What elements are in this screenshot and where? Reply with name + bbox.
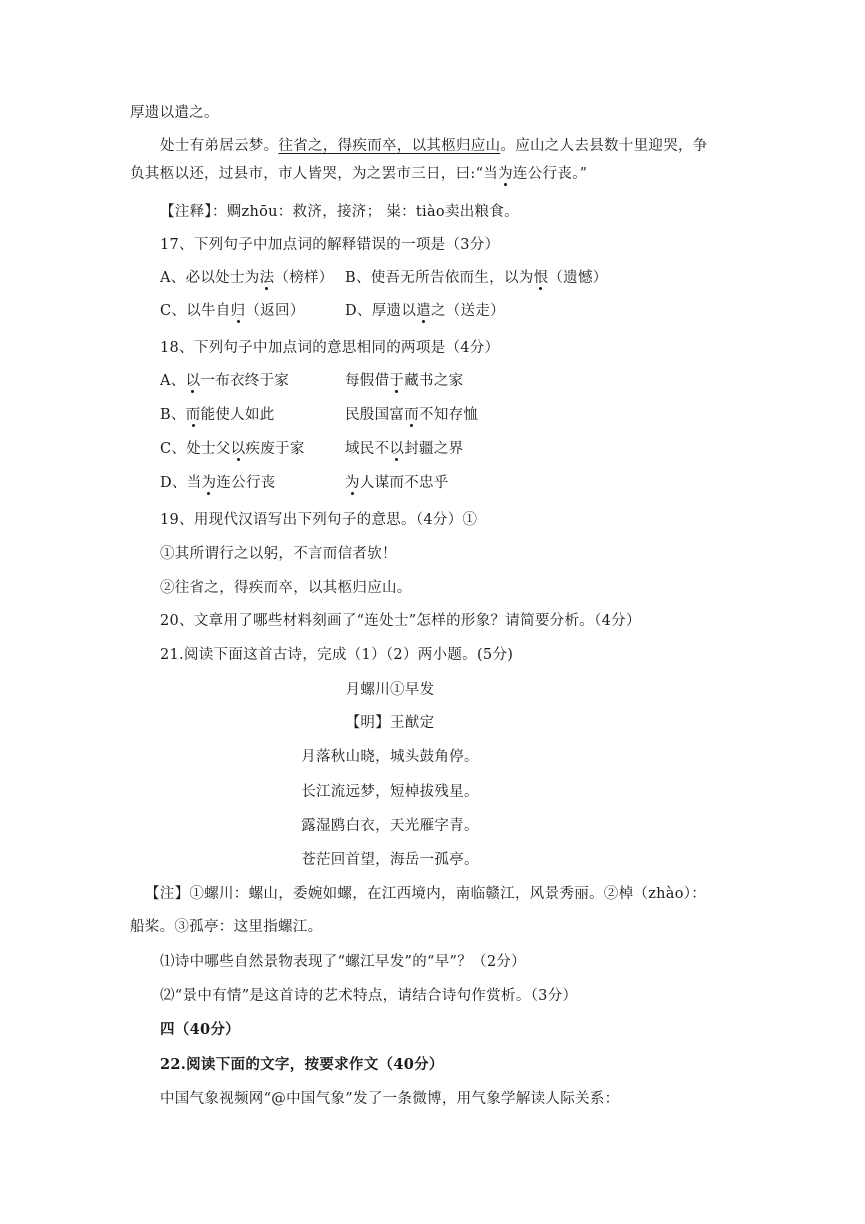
poem-line: 月落秋山晓，城头鼓角停。 <box>301 749 479 765</box>
dotted-word: 为 <box>498 166 513 182</box>
question-19-stem: 19、用现代汉语写出下列句子的意思。（4分）① <box>160 512 478 528</box>
text-span: 连公行丧。” <box>512 166 588 182</box>
poem-note: 【注】①螺川：螺山，委婉如螺，在江西境内，南临赣江，风景秀丽。②棹（zhào）： <box>145 886 707 902</box>
sub-question-2: ⑵“景中有情”是这首诗的艺术特点，请结合诗句作赏析。（3分） <box>160 988 578 1004</box>
option-d-right: 为人谋而不忠乎 <box>345 475 449 491</box>
sub-question-1: ⑴诗中哪些自然景物表现了“螺江早发”的“早”？（2分） <box>160 954 526 970</box>
text-span: 处士有弟居云梦。 <box>160 138 279 154</box>
dotted-word: 以 <box>185 373 201 389</box>
sentence-1: ①其所谓行之以躬，不言而信者欤！ <box>160 546 397 562</box>
option-b-left: B、而能使人如此 <box>160 407 275 423</box>
underlined-sentence: 往省之，得疾而卒，以其柩归应山 <box>278 138 501 154</box>
option-d-left: D、当为连公行丧 <box>160 475 276 491</box>
option-a: A、必以处士为法（榜样） <box>160 270 334 286</box>
dotted-word: 恨 <box>533 270 549 286</box>
dotted-word: 而 <box>185 407 201 423</box>
poem-author: 【明】王猷定 <box>345 715 435 731</box>
option-b-right: 民殷国富而不知存恤 <box>345 407 479 423</box>
dotted-word: 以 <box>389 441 405 457</box>
dotted-word: 为 <box>201 475 217 491</box>
question-21-stem: 21.阅读下面这首古诗，完成（1）（2）两小题。(5分) <box>160 647 514 663</box>
question-22: 22.阅读下面的文字，按要求作文（40分） <box>160 1056 444 1073</box>
dotted-word: 而 <box>404 407 420 423</box>
text-span: 负其柩以还，过县市，市人皆哭，为之罢市三日，曰:“当 <box>130 166 499 182</box>
question-18-stem: 18、下列句子中加点词的意思相同的两项是（4分） <box>160 340 500 356</box>
poem-line: 苍茫回首望，海岳一孤亭。 <box>301 852 479 868</box>
text-line: 厚遗以遣之。 <box>130 105 219 121</box>
sentence-2: ②往省之，得疾而卒，以其柩归应山。 <box>160 580 412 596</box>
section-heading: 四（40分） <box>160 1021 240 1038</box>
text-span: 。应山之人去县数十里迎哭，争 <box>500 138 708 154</box>
option-c-right: 域民不以封疆之界 <box>345 441 464 457</box>
question-22-text: 中国气象视频网“@中国气象”发了一条微博，用气象学解读人际关系： <box>160 1091 620 1107</box>
annotation-note: 【注释】：赒zhōu：救济，接济； 粜：tiào卖出粮食。 <box>160 204 519 220</box>
dotted-word: 以 <box>230 441 246 457</box>
poem-line: 长江流远梦，短棹拔残星。 <box>301 784 479 800</box>
dotted-word: 为 <box>345 475 360 491</box>
option-d: D、厚遗以遣之（送走） <box>345 303 505 319</box>
dotted-word: 法 <box>259 270 275 286</box>
option-b: B、使吾无所告依而生，以为恨（遗憾） <box>345 270 608 286</box>
dotted-word: 归 <box>230 303 246 319</box>
poem-title: 月螺川①早发 <box>345 682 435 698</box>
poem-note: 船桨。③孤亭：这里指螺江。 <box>130 919 323 935</box>
option-a-right: 每假借于藏书之家 <box>345 373 464 389</box>
text-line <box>160 136 708 156</box>
dotted-word: 遣 <box>416 303 431 319</box>
question-17-stem: 17、下列句子中加点词的解释错误的一项是（3分） <box>160 237 500 253</box>
poem-line: 露湿鸥白衣，天光雁字青。 <box>301 818 479 834</box>
option-a-left: A、以一布衣终于家 <box>160 373 290 389</box>
dotted-word: 于 <box>389 373 405 389</box>
text-line <box>130 164 587 184</box>
option-c: C、以牛自归（返回） <box>160 303 305 319</box>
option-c-left: C、处士父以疾废于家 <box>160 441 305 457</box>
question-20: 20、文章用了哪些材料刻画了“连处士”怎样的形象？请简要分析。（4分） <box>160 613 641 629</box>
